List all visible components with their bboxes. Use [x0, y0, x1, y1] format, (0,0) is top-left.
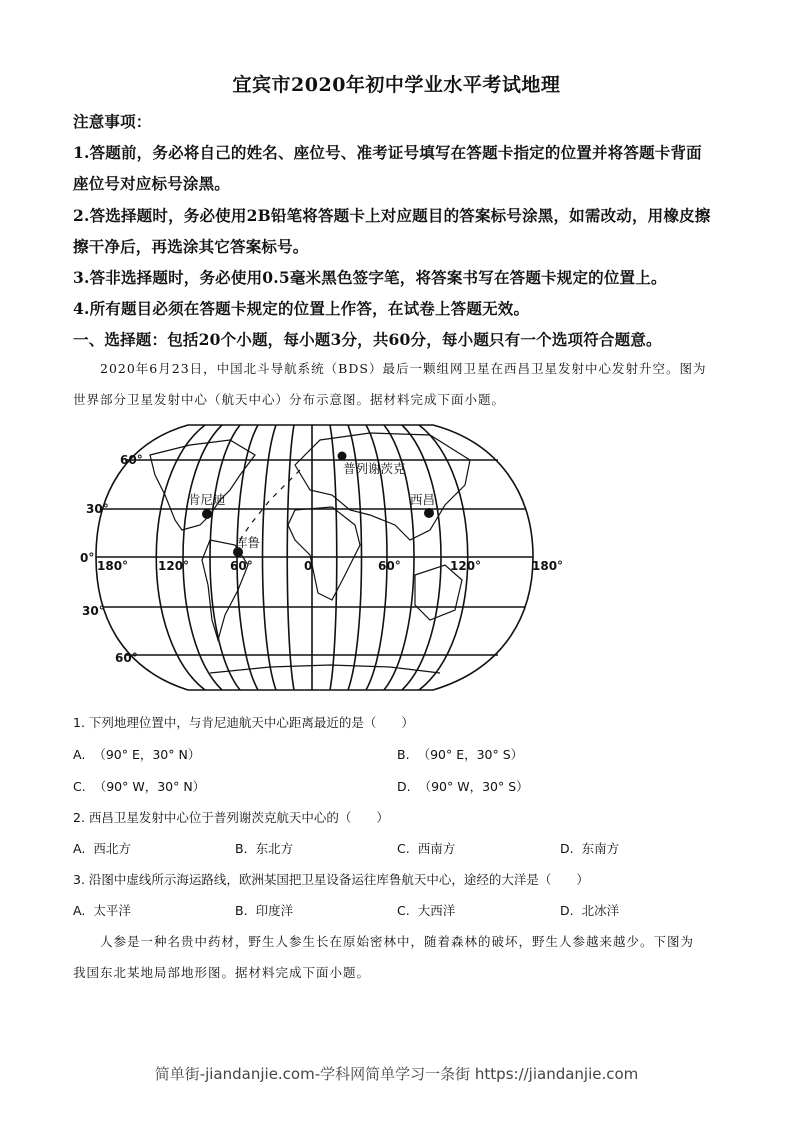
- lon-label-60e: 60°: [378, 559, 401, 573]
- lon-label-60w: 60°: [230, 559, 253, 573]
- site-kennedy-marker: [202, 509, 212, 519]
- notice-item-4: 4.所有题目必须在答题卡规定的位置上作答，在试卷上答题无效。: [73, 299, 530, 318]
- lon-label-0: 0: [304, 559, 313, 573]
- antarctica-outline: [210, 665, 440, 673]
- lat-label-30n: 30°: [86, 502, 109, 516]
- question-3-option-a[interactable]: A. 太平洋: [73, 903, 131, 918]
- question-3-option-d[interactable]: D. 北冰洋: [560, 903, 620, 918]
- notice-item-2-cont: 擦干净后，再选涂其它答案标号。: [73, 237, 309, 256]
- question-1-stem: 1. 下列地理位置中，与肯尼迪航天中心距离最近的是（ ）: [73, 715, 414, 730]
- notice-item-2: 2.答选择题时，务必使用2B铅笔将答题卡上对应题目的答案标号涂黑，如需改动，用橡皮擦: [73, 206, 711, 225]
- site-xichang-label: 西昌: [410, 492, 436, 507]
- site-plesetsk-label: 普列谢茨克: [343, 461, 406, 476]
- question-2-option-b[interactable]: B. 东北方: [235, 841, 294, 856]
- question-1-option-d[interactable]: D. （90° W，30° S）: [397, 779, 529, 794]
- lon-label-180e: 180°: [532, 559, 564, 573]
- shipping-route-dashed: [240, 470, 300, 540]
- notice-item-1: 1.答题前，务必将自己的姓名、座位号、准考证号填写在答题卡指定的位置并将答题卡背面: [73, 143, 702, 162]
- question-1-option-b[interactable]: B. （90° E，30° S）: [397, 747, 524, 762]
- notice-item-3: 3.答非选择题时，务必使用0.5毫米黑色签字笔，将答案书写在答题卡规定的位置上。: [73, 268, 667, 287]
- lat-label-60s: 60°: [115, 651, 138, 665]
- notice-heading: 注意事项：: [73, 112, 152, 131]
- section-heading: 一、选择题：包括20个小题，每小题3分，共60分，每小题只有一个选项符合题意。: [73, 330, 662, 349]
- material-paragraph-line2: 世界部分卫星发射中心（航天中心）分布示意图。据材料完成下面小题。: [73, 392, 506, 407]
- question-1-option-a[interactable]: A. （90° E，30° N）: [73, 747, 201, 762]
- lon-label-120e: 120°: [450, 559, 482, 573]
- question-2-option-c[interactable]: C. 西南方: [397, 841, 456, 856]
- site-plesetsk-marker: [338, 452, 347, 461]
- lat-label-60n: 60°: [120, 453, 143, 467]
- question-2-option-a[interactable]: A. 西北方: [73, 841, 131, 856]
- world-map-figure: [70, 415, 570, 700]
- lon-label-120w: 120°: [158, 559, 190, 573]
- material2-paragraph-line1: 人参是一种名贵中药材，野生人参生长在原始密林中，随着森林的破坏，野生人参越来越少。下图为: [100, 934, 695, 949]
- africa-outline: [288, 507, 360, 600]
- question-2-option-d[interactable]: D. 东南方: [560, 841, 620, 856]
- page-title: 宜宾市2020年初中学业水平考试地理: [232, 74, 561, 96]
- lon-label-180w: 180°: [97, 559, 129, 573]
- site-kourou-label: 库鲁: [235, 535, 261, 550]
- question-3-option-c[interactable]: C. 大西洋: [397, 903, 456, 918]
- site-kennedy-label: 肯尼迪: [188, 492, 226, 507]
- notice-item-1-cont: 座位号对应标号涂黑。: [73, 174, 231, 193]
- question-3-stem: 3. 沿图中虚线所示海运路线，欧洲某国把卫星设备运往库鲁航天中心，途经的大洋是（ ）: [73, 872, 589, 887]
- material2-paragraph-line2: 我国东北某地局部地形图。据材料完成下面小题。: [73, 965, 371, 980]
- site-xichang-marker: [424, 508, 434, 518]
- question-1-option-c[interactable]: C. （90° W，30° N）: [73, 779, 206, 794]
- lat-label-30s: 30°: [82, 604, 105, 618]
- lat-label-0: 0°: [80, 551, 95, 565]
- footer-watermark: 简单街-jiandanjie.com-学科网简单学习一条街 https://jiandanjie.com: [154, 1065, 639, 1083]
- material-paragraph-line1: 2020年6月23日，中国北斗导航系统（BDS）最后一颗组网卫星在西昌卫星发射中心发射升空。图为: [100, 361, 707, 376]
- question-3-option-b[interactable]: B. 印度洋: [235, 903, 294, 918]
- question-2-stem: 2. 西昌卫星发射中心位于普列谢茨克航天中心的（ ）: [73, 810, 389, 825]
